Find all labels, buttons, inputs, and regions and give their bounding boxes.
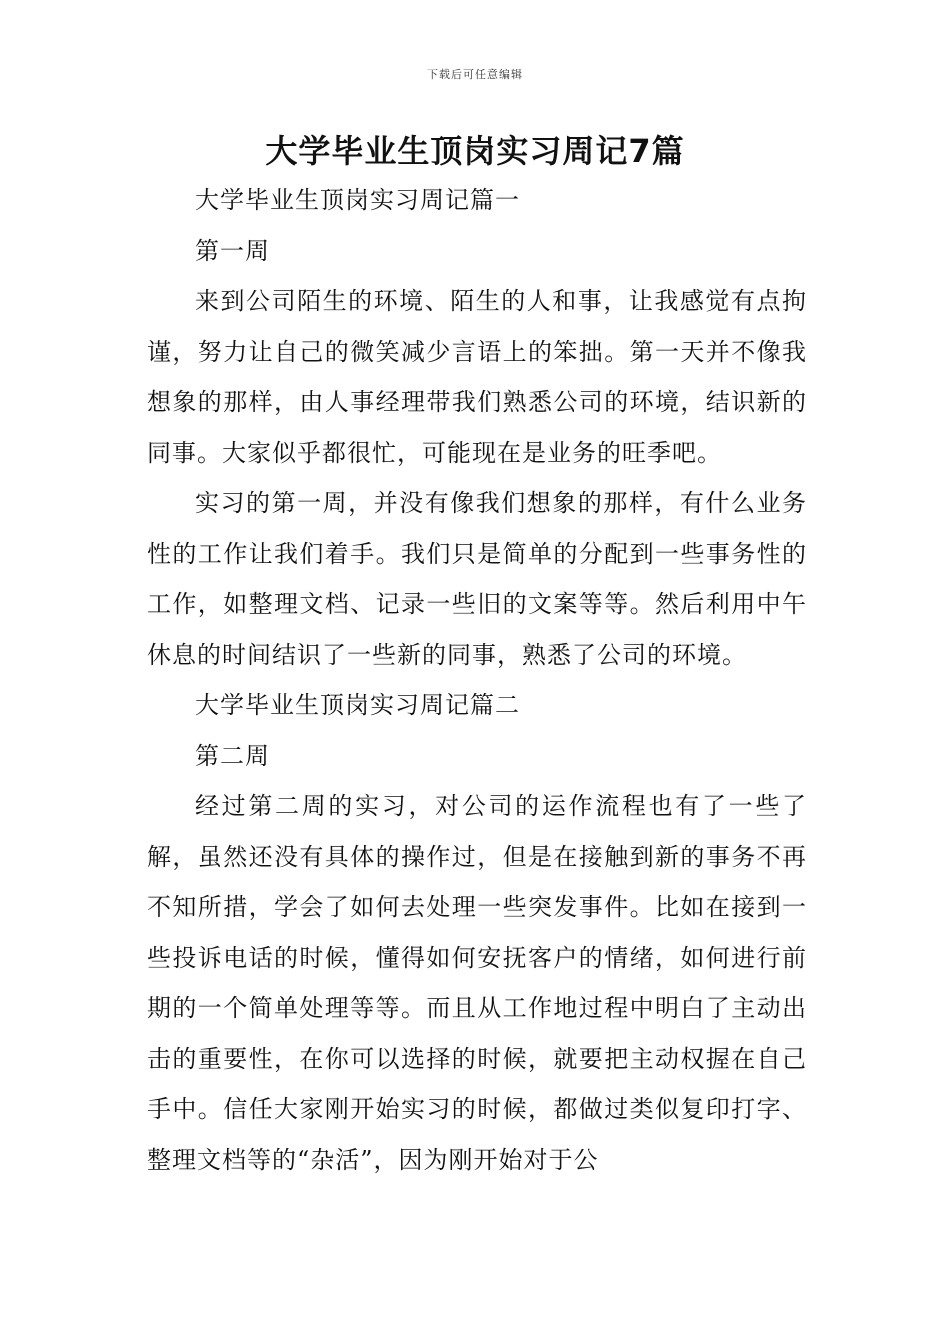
page-header-note: 下载后可任意编辑: [427, 68, 523, 81]
document-title: 大学毕业生顶岗实习周记7篇: [265, 132, 685, 170]
section-heading-1: 大学毕业生顶岗实习周记篇一: [195, 186, 520, 214]
paragraph-week2: 经过第二周的实习，对公司的运作流程也有了一些了解，虽然还没有具体的操作过，但是在接触到新的事务不再不知所措，学会了如何去处理一些突发事件。比如在接到一些投诉电话的时候，懂得如何安抚客户的情绪，如何进行前期的一个简单处理等等。而且从工作地过程中明白了主动出击的重要性，在你可以选择的时候，就要把主动权握在自己手中。信任大家刚开始实习的时候，都做过类似复印打字、整理文档等的“杂活”，因为刚开始对于公: [147, 792, 807, 1174]
document-body: [147, 175, 807, 1185]
section-heading-2: 大学毕业生顶岗实习周记篇二: [195, 691, 520, 719]
paragraph-week1-work: 实习的第一周，并没有像我们想象的那样，有什么业务性的工作让我们着手。我们只是简单的分配到一些事务性的工作，如整理文档、记录一些旧的文案等等。然后利用中午休息的时间结识了一些新的同事，熟悉了公司的环境。: [147, 489, 807, 669]
week-label-2: 第二周: [195, 741, 270, 770]
paragraph-week1-intro: 来到公司陌生的环境、陌生的人和事，让我感觉有点拘谨，努力让自己的微笑减少言语上的笨拙。第一天并不像我想象的那样，由人事经理带我们熟悉公司的环境，结识新的同事。大家似乎都很忙，可能现在是业务的旺季吧。: [147, 287, 807, 467]
week-label-1: 第一周: [195, 236, 270, 265]
